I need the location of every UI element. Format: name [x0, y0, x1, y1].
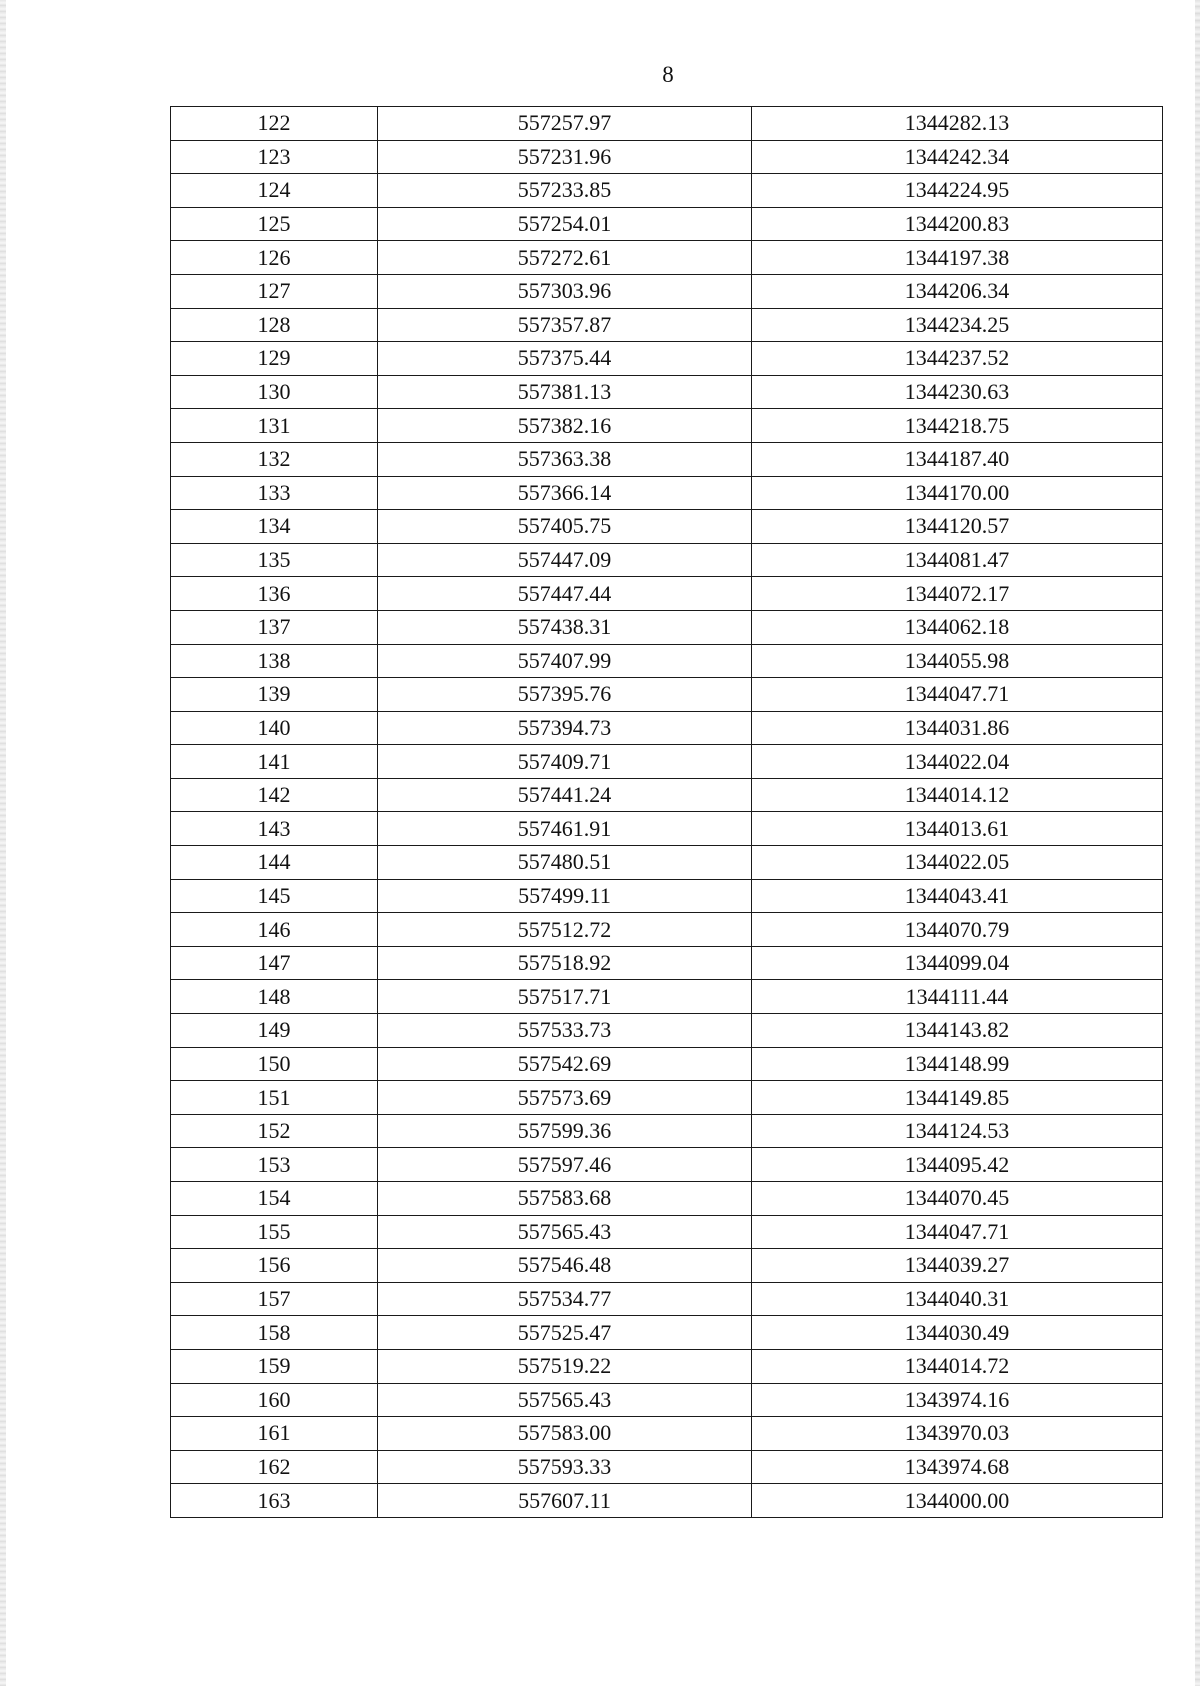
point-number-cell: 140	[171, 711, 378, 745]
y-coordinate-cell: 1344014.12	[752, 778, 1163, 812]
table-row	[171, 644, 1163, 678]
x-coordinate-cell: 557357.87	[378, 308, 752, 342]
table-row	[171, 1316, 1163, 1350]
point-number-cell: 147	[171, 946, 378, 980]
scan-right-edge	[1195, 0, 1200, 1686]
table-row	[171, 510, 1163, 544]
x-coordinate-cell: 557565.43	[378, 1215, 752, 1249]
point-number-cell: 151	[171, 1081, 378, 1115]
table-row	[171, 879, 1163, 913]
point-number-cell: 155	[171, 1215, 378, 1249]
table-row	[171, 1148, 1163, 1182]
x-coordinate-cell: 557303.96	[378, 274, 752, 308]
point-number-cell: 158	[171, 1316, 378, 1350]
point-number-cell: 143	[171, 812, 378, 846]
point-number-cell: 122	[171, 107, 378, 141]
y-coordinate-cell: 1344099.04	[752, 946, 1163, 980]
y-coordinate-cell: 1344111.44	[752, 980, 1163, 1014]
point-number-cell: 137	[171, 610, 378, 644]
x-coordinate-cell: 557461.91	[378, 812, 752, 846]
x-coordinate-cell: 557381.13	[378, 375, 752, 409]
point-number-cell: 130	[171, 375, 378, 409]
point-number-cell: 126	[171, 241, 378, 275]
table-row	[171, 1114, 1163, 1148]
x-coordinate-cell: 557231.96	[378, 140, 752, 174]
coordinate-table-body	[171, 107, 1163, 1518]
y-coordinate-cell: 1344070.45	[752, 1182, 1163, 1216]
x-coordinate-cell: 557525.47	[378, 1316, 752, 1350]
point-number-cell: 156	[171, 1249, 378, 1283]
point-number-cell: 129	[171, 342, 378, 376]
x-coordinate-cell: 557583.00	[378, 1417, 752, 1451]
y-coordinate-cell: 1344237.52	[752, 342, 1163, 376]
point-number-cell: 148	[171, 980, 378, 1014]
y-coordinate-cell: 1344043.41	[752, 879, 1163, 913]
x-coordinate-cell: 557394.73	[378, 711, 752, 745]
x-coordinate-cell: 557254.01	[378, 207, 752, 241]
x-coordinate-cell: 557533.73	[378, 1014, 752, 1048]
y-coordinate-cell: 1344187.40	[752, 442, 1163, 476]
y-coordinate-cell: 1344047.71	[752, 1215, 1163, 1249]
y-coordinate-cell: 1344120.57	[752, 510, 1163, 544]
point-number-cell: 157	[171, 1282, 378, 1316]
x-coordinate-cell: 557583.68	[378, 1182, 752, 1216]
point-number-cell: 139	[171, 678, 378, 712]
y-coordinate-cell: 1344143.82	[752, 1014, 1163, 1048]
table-row	[171, 207, 1163, 241]
table-row	[171, 107, 1163, 141]
x-coordinate-cell: 557565.43	[378, 1383, 752, 1417]
x-coordinate-cell: 557593.33	[378, 1450, 752, 1484]
x-coordinate-cell: 557499.11	[378, 879, 752, 913]
table-row	[171, 375, 1163, 409]
point-number-cell: 124	[171, 174, 378, 208]
point-number-cell: 127	[171, 274, 378, 308]
x-coordinate-cell: 557542.69	[378, 1047, 752, 1081]
point-number-cell: 161	[171, 1417, 378, 1451]
table-row	[171, 1215, 1163, 1249]
point-number-cell: 133	[171, 476, 378, 510]
x-coordinate-cell: 557512.72	[378, 913, 752, 947]
table-row	[171, 846, 1163, 880]
x-coordinate-cell: 557517.71	[378, 980, 752, 1014]
x-coordinate-cell: 557366.14	[378, 476, 752, 510]
table-row	[171, 711, 1163, 745]
table-row	[171, 1417, 1163, 1451]
x-coordinate-cell: 557375.44	[378, 342, 752, 376]
x-coordinate-cell: 557405.75	[378, 510, 752, 544]
x-coordinate-cell: 557534.77	[378, 1282, 752, 1316]
table-row	[171, 1282, 1163, 1316]
point-number-cell: 138	[171, 644, 378, 678]
table-row	[171, 946, 1163, 980]
x-coordinate-cell: 557407.99	[378, 644, 752, 678]
y-coordinate-cell: 1344206.34	[752, 274, 1163, 308]
y-coordinate-cell: 1344013.61	[752, 812, 1163, 846]
point-number-cell: 131	[171, 409, 378, 443]
table-row	[171, 745, 1163, 779]
x-coordinate-cell: 557447.44	[378, 577, 752, 611]
point-number-cell: 154	[171, 1182, 378, 1216]
x-coordinate-cell: 557597.46	[378, 1148, 752, 1182]
y-coordinate-cell: 1344218.75	[752, 409, 1163, 443]
table-row	[171, 442, 1163, 476]
point-number-cell: 152	[171, 1114, 378, 1148]
point-number-cell: 163	[171, 1484, 378, 1518]
table-row	[171, 1081, 1163, 1115]
y-coordinate-cell: 1344030.49	[752, 1316, 1163, 1350]
point-number-cell: 146	[171, 913, 378, 947]
y-coordinate-cell: 1344224.95	[752, 174, 1163, 208]
x-coordinate-cell: 557519.22	[378, 1349, 752, 1383]
y-coordinate-cell: 1344047.71	[752, 678, 1163, 712]
table-row	[171, 1484, 1163, 1518]
y-coordinate-cell: 1344062.18	[752, 610, 1163, 644]
x-coordinate-cell: 557395.76	[378, 678, 752, 712]
table-row	[171, 409, 1163, 443]
y-coordinate-cell: 1344070.79	[752, 913, 1163, 947]
table-row	[171, 1014, 1163, 1048]
point-number-cell: 145	[171, 879, 378, 913]
table-row	[171, 913, 1163, 947]
x-coordinate-cell: 557382.16	[378, 409, 752, 443]
x-coordinate-cell: 557438.31	[378, 610, 752, 644]
x-coordinate-cell: 557546.48	[378, 1249, 752, 1283]
point-number-cell: 125	[171, 207, 378, 241]
y-coordinate-cell: 1344242.34	[752, 140, 1163, 174]
point-number-cell: 153	[171, 1148, 378, 1182]
y-coordinate-cell: 1344014.72	[752, 1349, 1163, 1383]
table-row	[171, 610, 1163, 644]
point-number-cell: 162	[171, 1450, 378, 1484]
y-coordinate-cell: 1344095.42	[752, 1148, 1163, 1182]
point-number-cell: 128	[171, 308, 378, 342]
x-coordinate-cell: 557272.61	[378, 241, 752, 275]
x-coordinate-cell: 557599.36	[378, 1114, 752, 1148]
y-coordinate-cell: 1344022.04	[752, 745, 1163, 779]
point-number-cell: 160	[171, 1383, 378, 1417]
table-row	[171, 778, 1163, 812]
table-row	[171, 241, 1163, 275]
table-row	[171, 812, 1163, 846]
point-number-cell: 134	[171, 510, 378, 544]
point-number-cell: 136	[171, 577, 378, 611]
coordinate-table	[170, 106, 1163, 1518]
x-coordinate-cell: 557607.11	[378, 1484, 752, 1518]
point-number-cell: 123	[171, 140, 378, 174]
x-coordinate-cell: 557257.97	[378, 107, 752, 141]
table-row	[171, 140, 1163, 174]
y-coordinate-cell: 1344197.38	[752, 241, 1163, 275]
table-row	[171, 678, 1163, 712]
y-coordinate-cell: 1343974.16	[752, 1383, 1163, 1417]
x-coordinate-cell: 557409.71	[378, 745, 752, 779]
point-number-cell: 144	[171, 846, 378, 880]
table-row	[171, 543, 1163, 577]
point-number-cell: 135	[171, 543, 378, 577]
y-coordinate-cell: 1344081.47	[752, 543, 1163, 577]
table-row	[171, 308, 1163, 342]
y-coordinate-cell: 1344031.86	[752, 711, 1163, 745]
table-row	[171, 1383, 1163, 1417]
y-coordinate-cell: 1344200.83	[752, 207, 1163, 241]
point-number-cell: 142	[171, 778, 378, 812]
y-coordinate-cell: 1344234.25	[752, 308, 1163, 342]
table-row	[171, 174, 1163, 208]
page-number: 8	[662, 62, 674, 87]
y-coordinate-cell: 1344149.85	[752, 1081, 1163, 1115]
x-coordinate-cell: 557233.85	[378, 174, 752, 208]
y-coordinate-cell: 1344072.17	[752, 577, 1163, 611]
table-row	[171, 274, 1163, 308]
point-number-cell: 159	[171, 1349, 378, 1383]
y-coordinate-cell: 1343974.68	[752, 1450, 1163, 1484]
point-number-cell: 150	[171, 1047, 378, 1081]
table-row	[171, 980, 1163, 1014]
point-number-cell: 141	[171, 745, 378, 779]
point-number-cell: 149	[171, 1014, 378, 1048]
y-coordinate-cell: 1344000.00	[752, 1484, 1163, 1518]
table-row	[171, 577, 1163, 611]
y-coordinate-cell: 1344040.31	[752, 1282, 1163, 1316]
y-coordinate-cell: 1344055.98	[752, 644, 1163, 678]
y-coordinate-cell: 1344230.63	[752, 375, 1163, 409]
point-number-cell: 132	[171, 442, 378, 476]
y-coordinate-cell: 1343970.03	[752, 1417, 1163, 1451]
y-coordinate-cell: 1344148.99	[752, 1047, 1163, 1081]
x-coordinate-cell: 557480.51	[378, 846, 752, 880]
y-coordinate-cell: 1344124.53	[752, 1114, 1163, 1148]
table-row	[171, 476, 1163, 510]
x-coordinate-cell: 557363.38	[378, 442, 752, 476]
x-coordinate-cell: 557441.24	[378, 778, 752, 812]
table-row	[171, 1249, 1163, 1283]
table-row	[171, 342, 1163, 376]
x-coordinate-cell: 557447.09	[378, 543, 752, 577]
y-coordinate-cell: 1344282.13	[752, 107, 1163, 141]
y-coordinate-cell: 1344170.00	[752, 476, 1163, 510]
table-row	[171, 1047, 1163, 1081]
y-coordinate-cell: 1344039.27	[752, 1249, 1163, 1283]
table-row	[171, 1182, 1163, 1216]
x-coordinate-cell: 557518.92	[378, 946, 752, 980]
x-coordinate-cell: 557573.69	[378, 1081, 752, 1115]
scan-left-edge	[0, 0, 6, 1686]
table-row	[171, 1349, 1163, 1383]
table-row	[171, 1450, 1163, 1484]
y-coordinate-cell: 1344022.05	[752, 846, 1163, 880]
